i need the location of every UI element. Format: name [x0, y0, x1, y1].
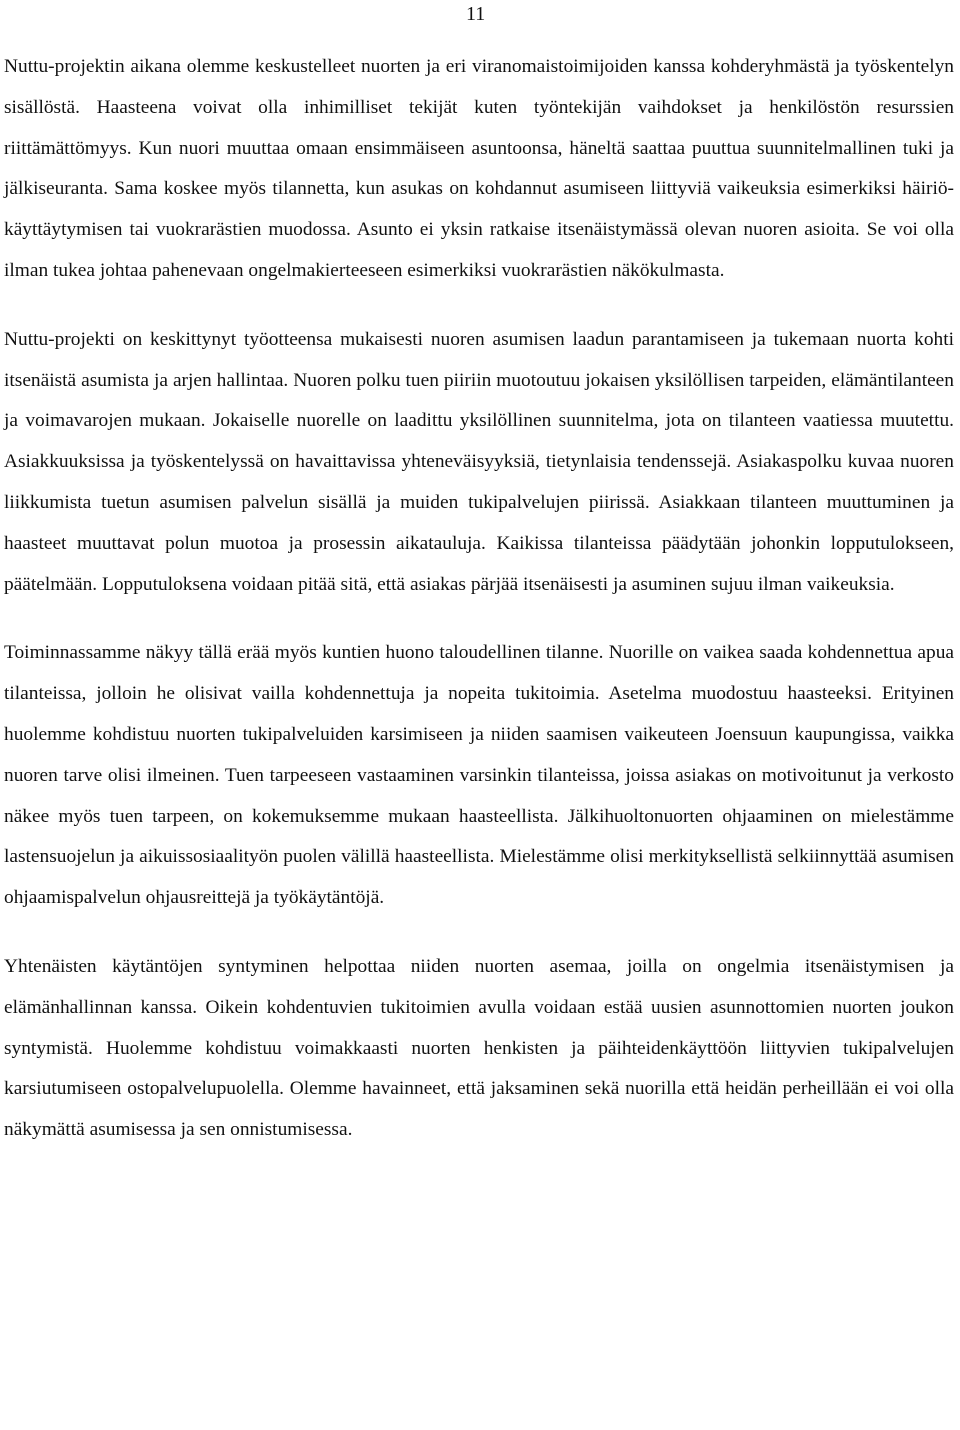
page-number: 11 — [466, 3, 486, 25]
paragraph-4: Yhtenäisten käytäntöjen syntyminen helpottaa niiden nuorten asemaa, joilla on ongelmia itsenäistymisen ja elämänhallinnan kanssa. Oikein kohdentuvien tukitoimien avulla voidaan estää uusien asunnottomien nuorten joukon syntymistä. Huolemme kohdistuu voimakkaasti nuorten henkisten ja päihteidenkäyttöön liittyvien tukipalvelujen karsiutumiseen ostopalvelupuolella. Olemme havainneet, että jaksaminen sekä nuorilla että heidän perheillään ei voi olla näkymättä asumisessa ja sen onnistumisessa. — [4, 955, 954, 1141]
paragraph-1: Nuttu-projektin aikana olemme keskustelleet nuorten ja eri viranomaistoimijoiden kanssa kohderyhmästä ja työskentelyn sisällöstä. Haasteena voivat olla inhimilliset tekijät kuten työntekijän vaihdokset ja henkilöstön resurssien riittämättömyys. Kun nuori muuttaa omaan ensimmäiseen asuntoonsa, häneltä saattaa puuttua suunnitelmallinen tuki ja jälkiseuranta. Sama koskee myös tilannetta, kun asukas on kohdannut asumiseen liittyviä vaikeuksia esimerkiksi häiriökäyttäytymisen tai vuokrarästien muodossa. Asunto ei yksin ratkaise itsenäistymässä olevan nuoren asioita. Se voi olla ilman tukea johtaa pahenevaan ongelmakierteeseen esimerkiksi vuokrarästien näkökulmasta. — [4, 56, 954, 281]
body-text — [4, 47, 954, 1179]
paragraph-2: Nuttu-projekti on keskittynyt työotteensa mukaisesti nuoren asumisen laadun parantamiseen ja tukemaan nuorta kohti itsenäistä asumista ja arjen hallintaa. Nuoren polku tuen piiriin muotoutuu jokaisen yksilöllisen tarpeiden, elämäntilanteen ja voimavarojen mukaan. Jokaiselle nuorelle on laadittu yksilöllinen suunnitelma, jota on tilanteen vaatiessa muutettu. Asiakkuuksissa ja työskentelyssä on havaittavissa yhteneväisyyksiä, tietynlaisia tendenssejä. Asiakaspolku kuvaa nuoren liikkumista tuetun asumisen palvelun sisällä ja muiden tukipalvelujen piirissä. Asiakkaan tilanteen muuttuminen ja haasteet muuttavat polun muotoa ja prosessin aikatauluja. Kaikissa tilanteissa päädytään johonkin lopputulokseen, päätelmään. Lopputuloksena voidaan pitää sitä, että asiakas pärjää itsenäisesti ja asuminen sujuu ilman vaikeuksia. — [4, 328, 954, 595]
paragraph-3: Toiminnassamme näkyy tällä erää myös kuntien huono taloudellinen tilanne. Nuorille on vaikea saada kohdennettua apua tilanteissa, jolloin he olisivat vailla kohdennettuja ja nopeita tukitoimia. Asetelma muodostuu haasteeksi. Erityinen huolemme kohdistuu nuorten tukipalveluiden karsimiseen ja niiden saamisen vaikeuteen Joensuun kaupungissa, vaikka nuoren tarve olisi ilmeinen. Tuen tarpeeseen vastaaminen varsinkin tilanteissa, joissa asiakas on motivoitunut ja verkosto näkee myös tuen tarpeen, on kokemuksemme mukaan haasteellista. Jälkihuoltonuorten ohjaaminen on mielestämme lastensuojelun ja aikuissosiaalityön puolen välillä haasteellista. Mielestämme olisi merkityksellistä selkiinnyttää asumisen ohjaamispalvelun ohjausreittejä ja työkäytäntöjä. — [4, 642, 954, 909]
